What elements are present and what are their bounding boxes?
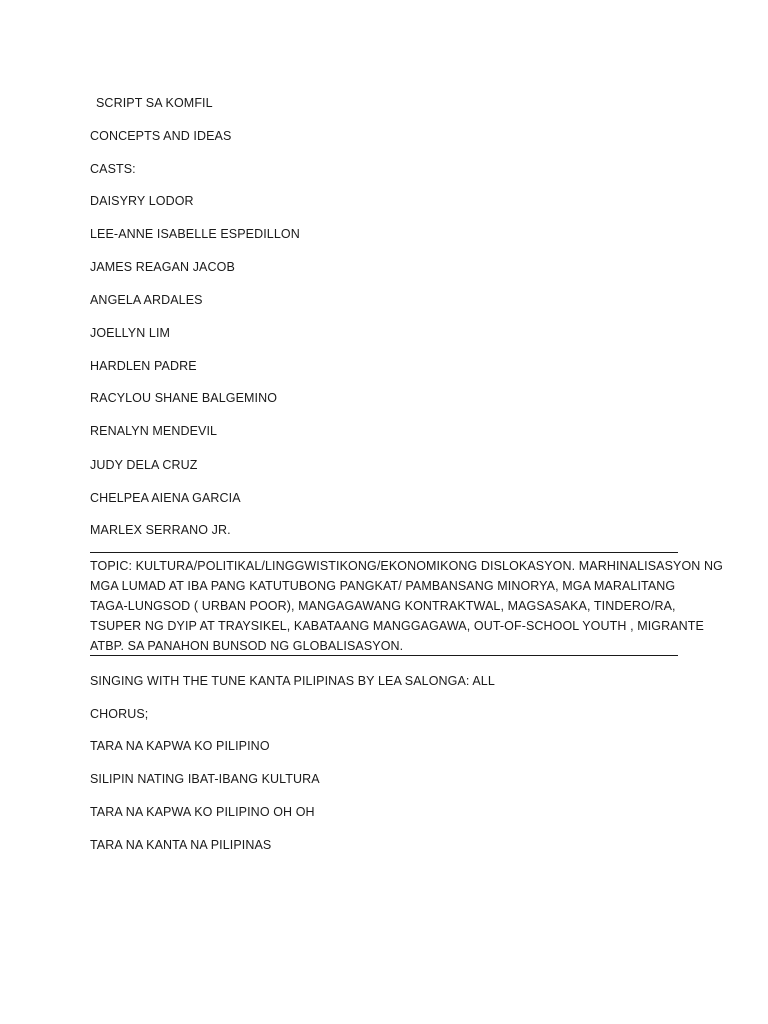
cast-member: JUDY DELA CRUZ (90, 458, 198, 472)
chorus-heading: CHORUS; (90, 707, 149, 721)
concepts-heading: CONCEPTS AND IDEAS (90, 129, 232, 143)
casts-heading: CASTS: (90, 162, 136, 176)
lyric-line: SILIPIN NATING IBAT-IBANG KULTURA (90, 772, 320, 786)
lyric-line: TARA NA KANTA NA PILIPINAS (90, 838, 272, 852)
cast-member: JOELLYN LIM (90, 326, 171, 340)
document-title: SCRIPT SA KOMFIL (96, 96, 213, 110)
topic-paragraph (90, 556, 723, 656)
cast-member: MARLEX SERRANO JR. (90, 523, 231, 537)
topic-line: TOPIC: KULTURA/POLITIKAL/LINGGWISTIKONG/EKONOMIKONG DISLOKASYON. MARHINALISASYON NG (90, 559, 723, 573)
cast-member: RACYLOU SHANE BALGEMINO (90, 391, 278, 405)
topic-line: ATBP. SA PANAHON BUNSOD NG GLOBALISASYON. (90, 639, 404, 653)
topic-line: TAGA-LUNGSOD ( URBAN POOR), MANGAGAWANG KONTRAKTWAL, MAGSASAKA, TINDERO/RA, (90, 599, 676, 613)
topic-line: MGA LUMAD AT IBA PANG KATUTUBONG PANGKAT/ PAMBANSANG MINORYA, MGA MARALITANG (90, 579, 676, 593)
lyric-line: TARA NA KAPWA KO PILIPINO (90, 739, 270, 753)
cast-member: RENALYN MENDEVIL (90, 424, 218, 438)
cast-member: HARDLEN PADRE (90, 359, 197, 373)
topic-top-rule (90, 552, 678, 553)
lyric-line: TARA NA KAPWA KO PILIPINO OH OH (90, 805, 315, 819)
cast-member: JAMES REAGAN JACOB (90, 260, 235, 274)
topic-line: TSUPER NG DYIP AT TRAYSIKEL, KABATAANG MANGGAGAWA, OUT-OF-SCHOOL YOUTH , MIGRANTE (90, 619, 704, 633)
cast-member: ANGELA ARDALES (90, 293, 203, 307)
cast-member: LEE-ANNE ISABELLE ESPEDILLON (90, 227, 300, 241)
cast-member: DAISYRY LODOR (90, 194, 194, 208)
cast-member: CHELPEA AIENA GARCIA (90, 491, 241, 505)
topic-bottom-rule (90, 655, 678, 656)
singing-instruction: SINGING WITH THE TUNE KANTA PILIPINAS BY LEA SALONGA: ALL (90, 674, 495, 688)
